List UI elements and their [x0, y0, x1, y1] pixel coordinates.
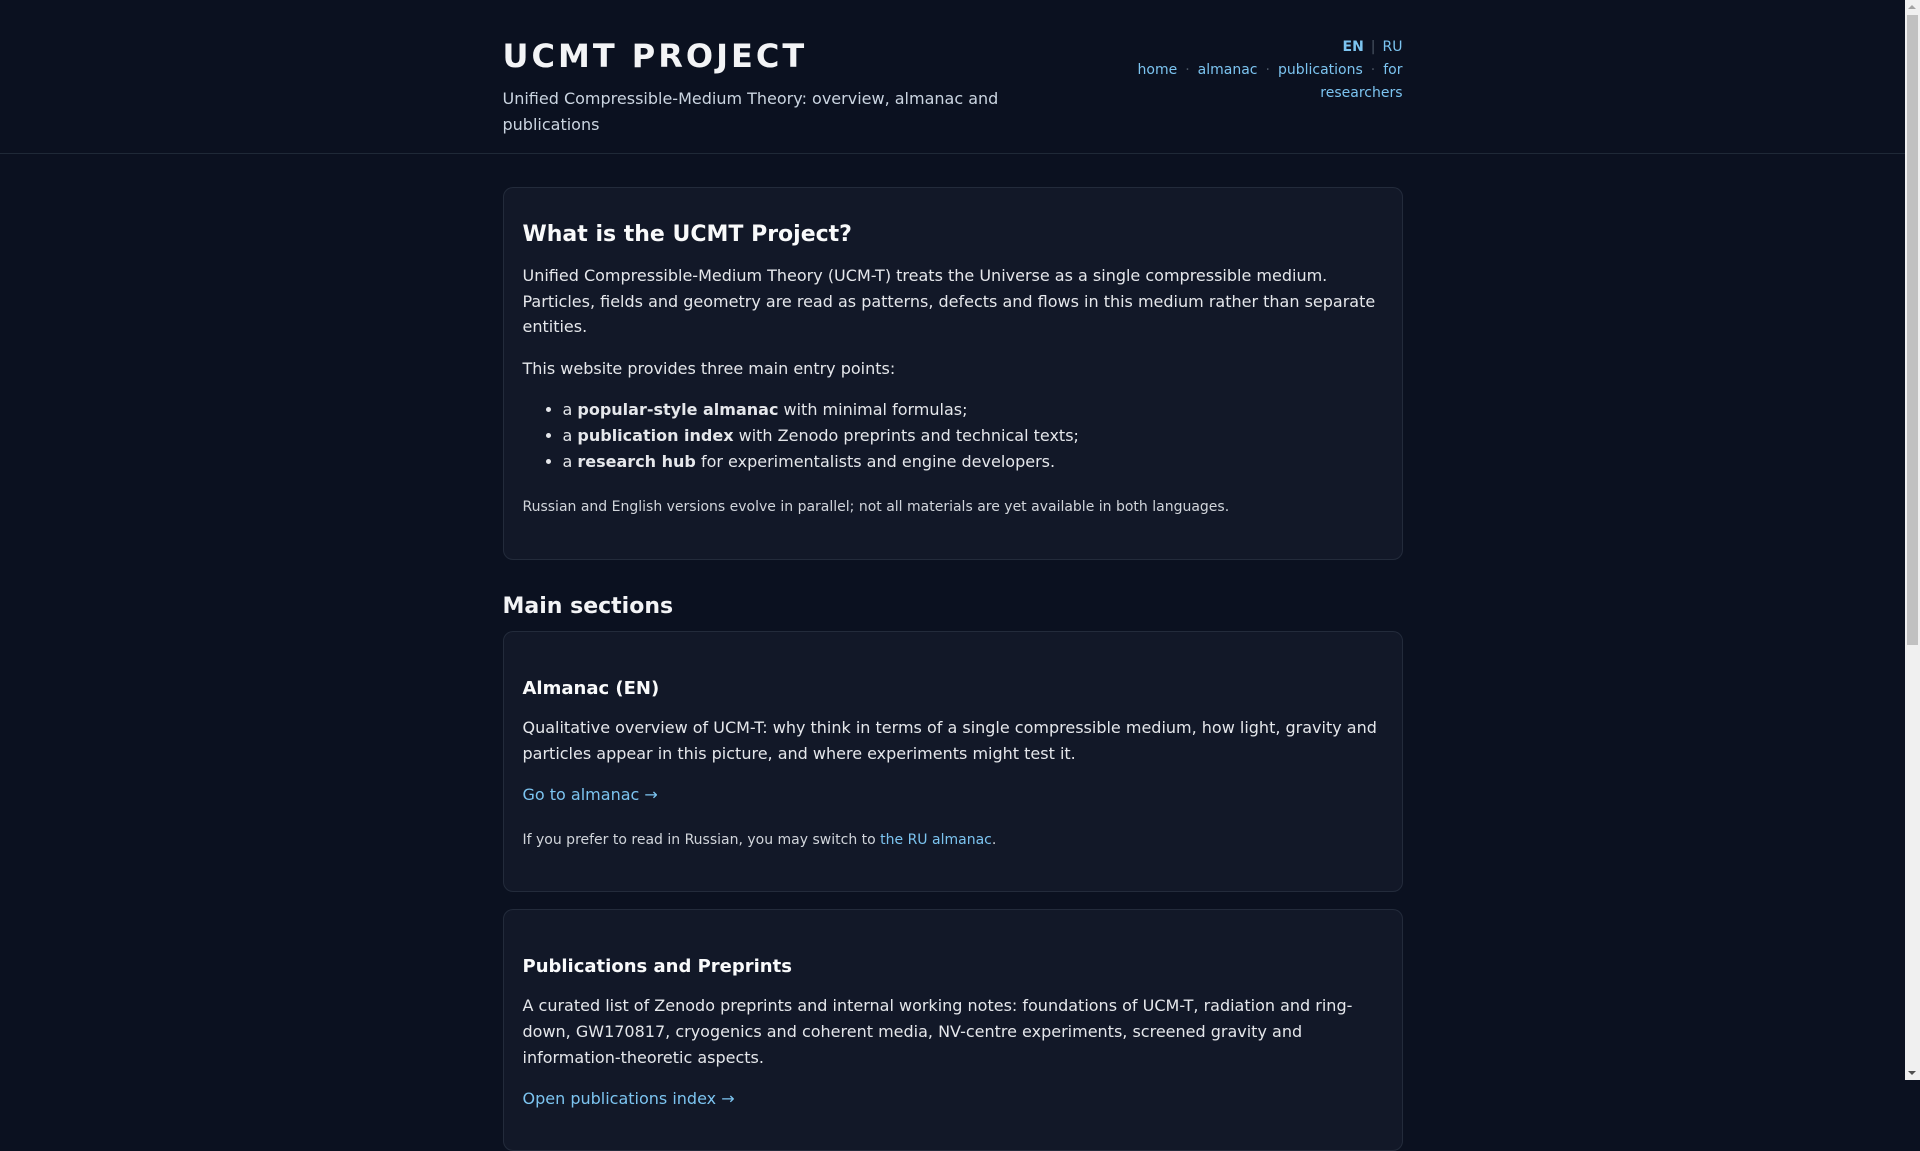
- nav-separator: ·: [1370, 62, 1376, 78]
- entry-points-list: [523, 397, 1383, 475]
- almanac-description: Qualitative overview of UCM-T: why think in terms of a single compressible medium, how light, gravity and particles appear in this picture, and where experiments might test it.: [522, 717, 1377, 763]
- list-item-bold: publication index: [577, 426, 734, 446]
- site-header: [0, 0, 1905, 154]
- publications-title: Publications and Preprints: [522, 956, 792, 978]
- list-item-bold: popular-style almanac: [577, 400, 779, 420]
- vertical-scrollbar[interactable]: [1905, 0, 1920, 1080]
- list-item-suffix: with Zenodo preprints and technical texts;: [733, 426, 1079, 446]
- ru-almanac-link[interactable]: the RU almanac: [880, 831, 992, 848]
- language-switch: [1103, 36, 1403, 59]
- main-sections-title: Main sections: [502, 593, 674, 619]
- almanac-card: [503, 631, 1403, 892]
- list-item-prefix: a: [562, 400, 578, 420]
- intro-note: Russian and English versions evolve in parallel; not all materials are yet available in both languages.: [522, 499, 1230, 516]
- scroll-up-arrow-icon[interactable]: [1908, 5, 1916, 9]
- almanac-note: [523, 828, 1383, 854]
- nav-almanac[interactable]: almanac: [1197, 62, 1258, 78]
- nav-for-researchers[interactable]: for researchers: [1320, 62, 1403, 101]
- site-subtitle: Unified Compressible-Medium Theory: overview, almanac and publications: [502, 89, 999, 134]
- intro-paragraph-1: Unified Compressible-Medium Theory (UCM-T) treats the Universe as a single compressible medium. Particles, fields and geometry are read as patterns, defects and flows in this medium rather than separate entities.: [522, 266, 1376, 337]
- list-item-prefix: a: [562, 426, 578, 446]
- list-item: [563, 423, 1383, 449]
- open-publications-index-link[interactable]: Open publications index →: [522, 1089, 735, 1109]
- list-item: [563, 449, 1383, 475]
- scrollbar-thumb[interactable]: [1907, 15, 1918, 645]
- go-to-almanac-link[interactable]: Go to almanac →: [522, 785, 658, 805]
- list-item-suffix: with minimal formulas;: [778, 400, 968, 420]
- list-item-suffix: for experimentalists and engine developers.: [695, 452, 1056, 472]
- almanac-note-text: If you prefer to read in Russian, you may switch to: [522, 831, 881, 848]
- site-title: UCMT PROJECT: [502, 37, 808, 75]
- brand: [503, 34, 1023, 138]
- almanac-title: Almanac (EN): [522, 677, 660, 699]
- nav-area: [1103, 36, 1403, 105]
- publications-description: A curated list of Zenodo preprints and internal working notes: foundations of UCM-T, radiation and ring-down, GW170817, cryogenics and coherent media, NV-centre experiments, screened gravity and information-theoretic aspects.: [522, 996, 1353, 1067]
- lang-separator: |: [1370, 39, 1376, 55]
- publications-card: [503, 909, 1403, 1150]
- intro-card: [503, 187, 1403, 560]
- main-content: [503, 154, 1403, 1151]
- lang-en-link[interactable]: EN: [1342, 39, 1364, 55]
- nav-separator: ·: [1185, 62, 1190, 78]
- lang-ru-link[interactable]: RU: [1382, 39, 1403, 55]
- list-item-bold: research hub: [577, 452, 696, 472]
- list-item-prefix: a: [562, 452, 578, 472]
- almanac-note-suffix: .: [991, 831, 997, 848]
- nav-publications[interactable]: publications: [1277, 62, 1363, 78]
- intro-title: What is the UCMT Project?: [522, 222, 852, 247]
- intro-paragraph-2: This website provides three main entry points:: [522, 358, 896, 378]
- nav-home[interactable]: home: [1137, 62, 1178, 78]
- scroll-down-arrow-icon[interactable]: [1908, 1071, 1916, 1075]
- main-nav: [1103, 59, 1403, 105]
- nav-separator: ·: [1265, 62, 1270, 78]
- list-item: [563, 397, 1383, 423]
